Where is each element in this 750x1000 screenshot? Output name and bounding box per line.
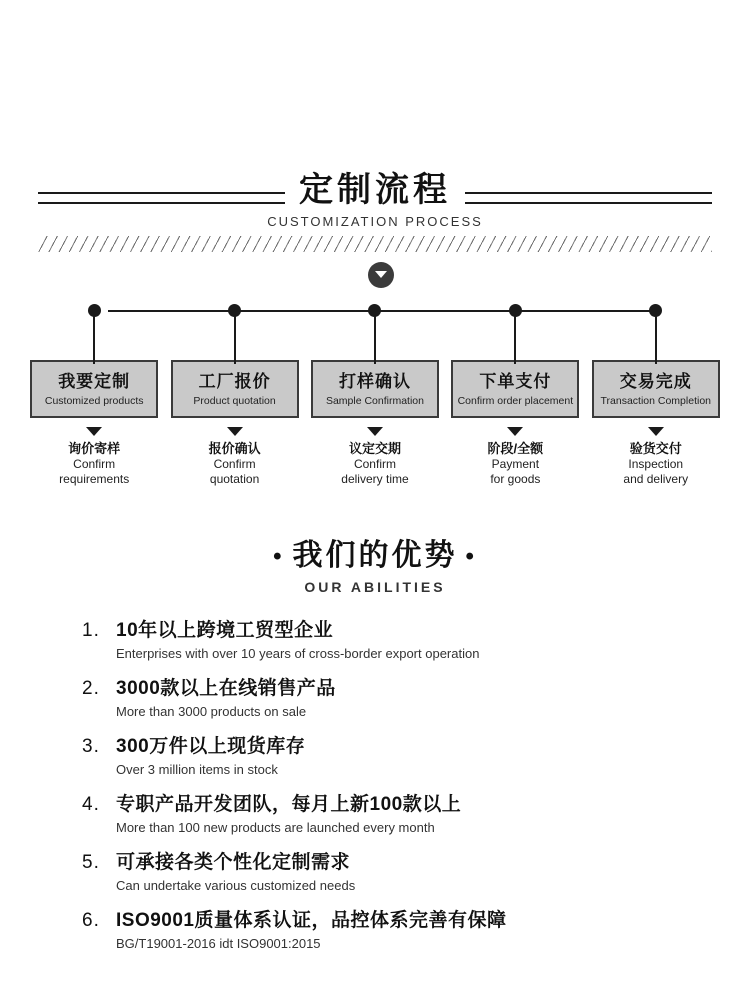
step-detail-en-2: delivery time [341, 472, 409, 486]
step-detail [209, 440, 261, 487]
step-stem [514, 314, 516, 364]
step-detail-en-1: Confirm [73, 457, 116, 471]
step-detail-en-2: requirements [59, 472, 130, 486]
step-box [171, 360, 299, 418]
list-item-cn: 可承接各类个性化定制需求 [116, 852, 351, 873]
timeline-dot-icon [368, 304, 381, 317]
list-item-number: 4. [82, 794, 100, 815]
list-item-body [116, 909, 507, 953]
list-item-en: BG/T19001-2016 idt ISO9001:2015 [116, 936, 321, 951]
step-detail [341, 440, 408, 487]
step-detail-cn: 阶段/全额 [487, 441, 544, 456]
list-item-en: Over 3 million items in stock [116, 762, 278, 777]
step-label-en: Product quotation [193, 395, 276, 407]
step-box [451, 360, 579, 418]
process-step [305, 300, 445, 487]
list-item-body [116, 851, 355, 895]
step-label-cn: 打样确认 [338, 372, 411, 391]
step-detail-cn: 验货交付 [629, 441, 682, 456]
list-item-number: 6. [82, 910, 100, 931]
abilities-list [0, 619, 750, 953]
timeline-dot-icon [88, 304, 101, 317]
step-detail-en-1: Confirm [353, 457, 396, 471]
list-item-en: Can undertake various customized needs [116, 878, 356, 893]
list-item-body [116, 677, 336, 721]
step-detail-en-2: quotation [209, 472, 260, 486]
step-label-en: Transaction Completion [600, 395, 711, 407]
step-detail [623, 440, 688, 487]
step-stem [655, 314, 657, 364]
step-node [305, 300, 445, 360]
step-label-en: Confirm order placement [457, 395, 574, 407]
list-item-en: Enterprises with over 10 years of cross-border export operation [116, 646, 480, 661]
triangle-down-icon [367, 427, 383, 436]
step-detail-cn: 议定交期 [348, 441, 401, 456]
list-item-cn: 3000款以上在线销售产品 [116, 678, 336, 699]
step-stem [374, 314, 376, 364]
process-step [24, 300, 164, 487]
step-node [586, 300, 726, 360]
list-item-number: 1. [82, 620, 100, 641]
step-detail-cn: 报价确认 [208, 441, 261, 456]
list-item [82, 909, 710, 953]
step-label-cn: 我要定制 [58, 372, 131, 391]
step-label-cn: 交易完成 [619, 372, 692, 391]
step-detail-en-1: Inspection [628, 457, 684, 471]
chevron-down-icon [368, 262, 394, 288]
list-item-cn: ISO9001质量体系认证，品控体系完善有保障 [116, 910, 507, 931]
process-step [164, 300, 304, 487]
step-label-en: Customized products [44, 395, 144, 407]
step-stem [234, 314, 236, 364]
step-node [164, 300, 304, 360]
process-step [445, 300, 585, 487]
step-label-cn: 下单支付 [479, 372, 552, 391]
process-step [586, 300, 726, 487]
bullet-dot-right-icon: • [465, 543, 477, 571]
step-box [311, 360, 439, 418]
list-item-body [116, 735, 305, 779]
step-node [445, 300, 585, 360]
triangle-down-icon [86, 427, 102, 436]
process-steps [24, 300, 726, 487]
timeline-dot-icon [509, 304, 522, 317]
list-item [82, 793, 710, 837]
page-title: 定制流程 [285, 170, 465, 210]
list-item-number: 3. [82, 736, 100, 757]
list-item-en: More than 100 new products are launched every month [116, 820, 435, 835]
hatched-divider [38, 236, 712, 252]
step-node [24, 300, 164, 360]
page-subtitle: CUSTOMIZATION PROCESS [267, 214, 483, 229]
step-detail-en-2: and delivery [623, 472, 689, 486]
list-item-cn: 专职产品开发团队，每月上新100款以上 [116, 794, 462, 815]
triangle-down-icon [648, 427, 664, 436]
list-item [82, 677, 710, 721]
abilities-title-cn [0, 530, 750, 574]
step-label-en: Sample Confirmation [325, 395, 424, 407]
timeline-dot-icon [649, 304, 662, 317]
list-item [82, 619, 710, 663]
step-stem [93, 314, 95, 364]
step-detail-en-1: Payment [491, 457, 540, 471]
bullet-dot-left-icon: • [273, 543, 285, 571]
list-item-body [116, 793, 461, 837]
step-detail-en-1: Confirm [213, 457, 256, 471]
triangle-down-icon [507, 427, 523, 436]
step-box [592, 360, 720, 418]
step-detail [59, 440, 129, 487]
abilities-title-en: OUR ABILITIES [304, 579, 446, 595]
step-detail-en-2: for goods [490, 472, 541, 486]
list-item-number: 5. [82, 852, 100, 873]
abilities-title-text: 我们的优势 [292, 539, 458, 572]
abilities-title-block [0, 530, 750, 595]
step-detail [488, 440, 544, 487]
step-label-cn: 工厂报价 [198, 372, 271, 391]
list-item [82, 735, 710, 779]
list-item-cn: 10年以上跨境工贸型企业 [116, 620, 334, 641]
process-title-block [0, 170, 750, 229]
list-item-en: More than 3000 products on sale [116, 704, 307, 719]
list-item-cn: 300万件以上现货库存 [116, 736, 306, 757]
our-abilities-section [0, 530, 750, 967]
triangle-down-icon [227, 427, 243, 436]
timeline-dot-icon [228, 304, 241, 317]
list-item-number: 2. [82, 678, 100, 699]
list-item [82, 851, 710, 895]
step-detail-cn: 询价寄样 [68, 441, 121, 456]
step-box [30, 360, 158, 418]
list-item-body [116, 619, 479, 663]
